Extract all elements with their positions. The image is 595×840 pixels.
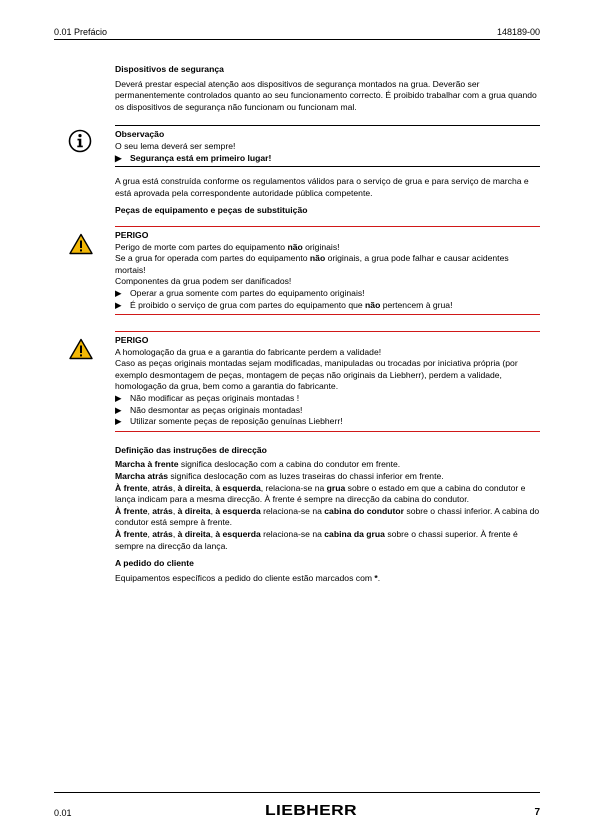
header-section: 0.01 Prefácio [54,27,108,37]
danger-1-step-1: ▶ Operar a grua somente com partes do equipamento originais! [115,287,365,298]
svg-text:LIEBHERR: LIEBHERR [265,802,357,818]
note-step [115,153,540,165]
note-step-text: Segurança está em primeiro lugar! [130,152,272,163]
step-arrow-icon: ▶ [115,152,122,163]
safety-devices-text: Deverá prestar especial atenção aos dispositivos de segurança montados na grua. Deverão ser permanentemente controlados quanto ao seu funcionamento correcto. É proibido trabalhar com a grua quando os dispositivos de segurança não funcionam ou funcionam mal. [115,78,537,112]
customer-text: Equipamentos específicos a pedido do cliente estão marcados com *. [115,572,381,583]
danger-2-step-2: ▶ Não desmontar as peças originais montadas! [115,404,303,415]
directions-crane-cab: À frente, atrás, à direita, à esquerda relaciona-se na cabina da grua sobre o chassi superior. À frente é sempre na direcção da lança. [115,529,518,551]
info-icon [68,129,92,153]
customer-title: A pedido do cliente [115,558,194,569]
directions-reverse: Marcha atrás significa deslocação com as luzes traseiras do chassi inferior em frente. [115,471,444,482]
footer-divider [54,792,540,793]
danger-2-step-1: ▶ Não modificar as peças originais montadas ! [115,393,300,404]
note-line: O seu lema deverá ser sempre! [115,140,236,151]
step-arrow-icon: ▶ [115,299,122,310]
step-arrow-icon: ▶ [115,404,122,415]
danger-2-step-3: ▶ Utilizar somente peças de reposição genuínas Liebherr! [115,416,343,427]
crane-built-text: A grua está construída conforme os regulamentos válidos para o serviço de grua e para serviço de marcha e está aprovada pela correspondente autoridade pública competente. [115,176,529,198]
directions-title: Definição das instruções de direcção [115,444,267,455]
danger-label: PERIGO [115,335,149,346]
footer-section: 0.01 [54,808,72,818]
note-box [115,125,540,167]
page-content [115,64,540,584]
note-label: Observação [115,129,165,140]
safety-devices-title: Dispositivos de segurança [115,64,224,74]
danger-box-2 [115,331,540,432]
danger-1-line-3: Componentes da grua podem ser danificados! [115,276,292,287]
step-arrow-icon: ▶ [115,393,122,404]
danger-2-line-2: Caso as peças originais montadas sejam modificadas, manipuladas ou trocadas por iniciativa própria (por exemplo desmontagem de peças, montagem de peças não originais da Liebherr), perdem a validade, homologação da grua, bem como a garantia do fabricante. [115,358,518,392]
danger-label: PERIGO [115,229,149,240]
warning-icon [69,233,93,255]
header-doc-number: 148189-00 [496,27,540,37]
parts-title: Peças de equipamento e peças de substituição [115,205,308,216]
directions-forward: Marcha à frente significa deslocação com a cabina do condutor em frente. [115,459,401,470]
directions-driver-cab: À frente, atrás, à direita, à esquerda relaciona-se na cabina do condutor sobre o chassi inferior. A cabina do condutor está sempre à frente. [115,505,540,528]
step-arrow-icon: ▶ [115,287,122,298]
directions-crane: À frente, atrás, à direita, à esquerda, relaciona-se na grua sobre o estado em que a cabina do condutor e lança indicam para a mesma direcção. À frente é sempre na direcção da cabina do condutor. [115,482,526,505]
step-arrow-icon: ▶ [115,416,122,427]
page-number: 7 [534,807,540,818]
danger-2-line-1: A homologação da grua e a garantia do fabricante perdem a validade! [115,346,382,357]
danger-1-line-2: Se a grua for operada com partes do equipamento não originais, a grua pode falhar e causar acidentes mortais! [115,253,509,275]
page-header [54,27,540,40]
danger-1-step-2: ▶ É proibido o serviço de grua com partes do equipamento que não pertencem à grua! [115,299,453,310]
danger-1-line-1: Perigo de morte com partes do equipamento não originais! [115,241,340,252]
danger-box-1 [115,226,540,315]
warning-icon [69,338,93,360]
liebherr-logo [263,801,359,818]
